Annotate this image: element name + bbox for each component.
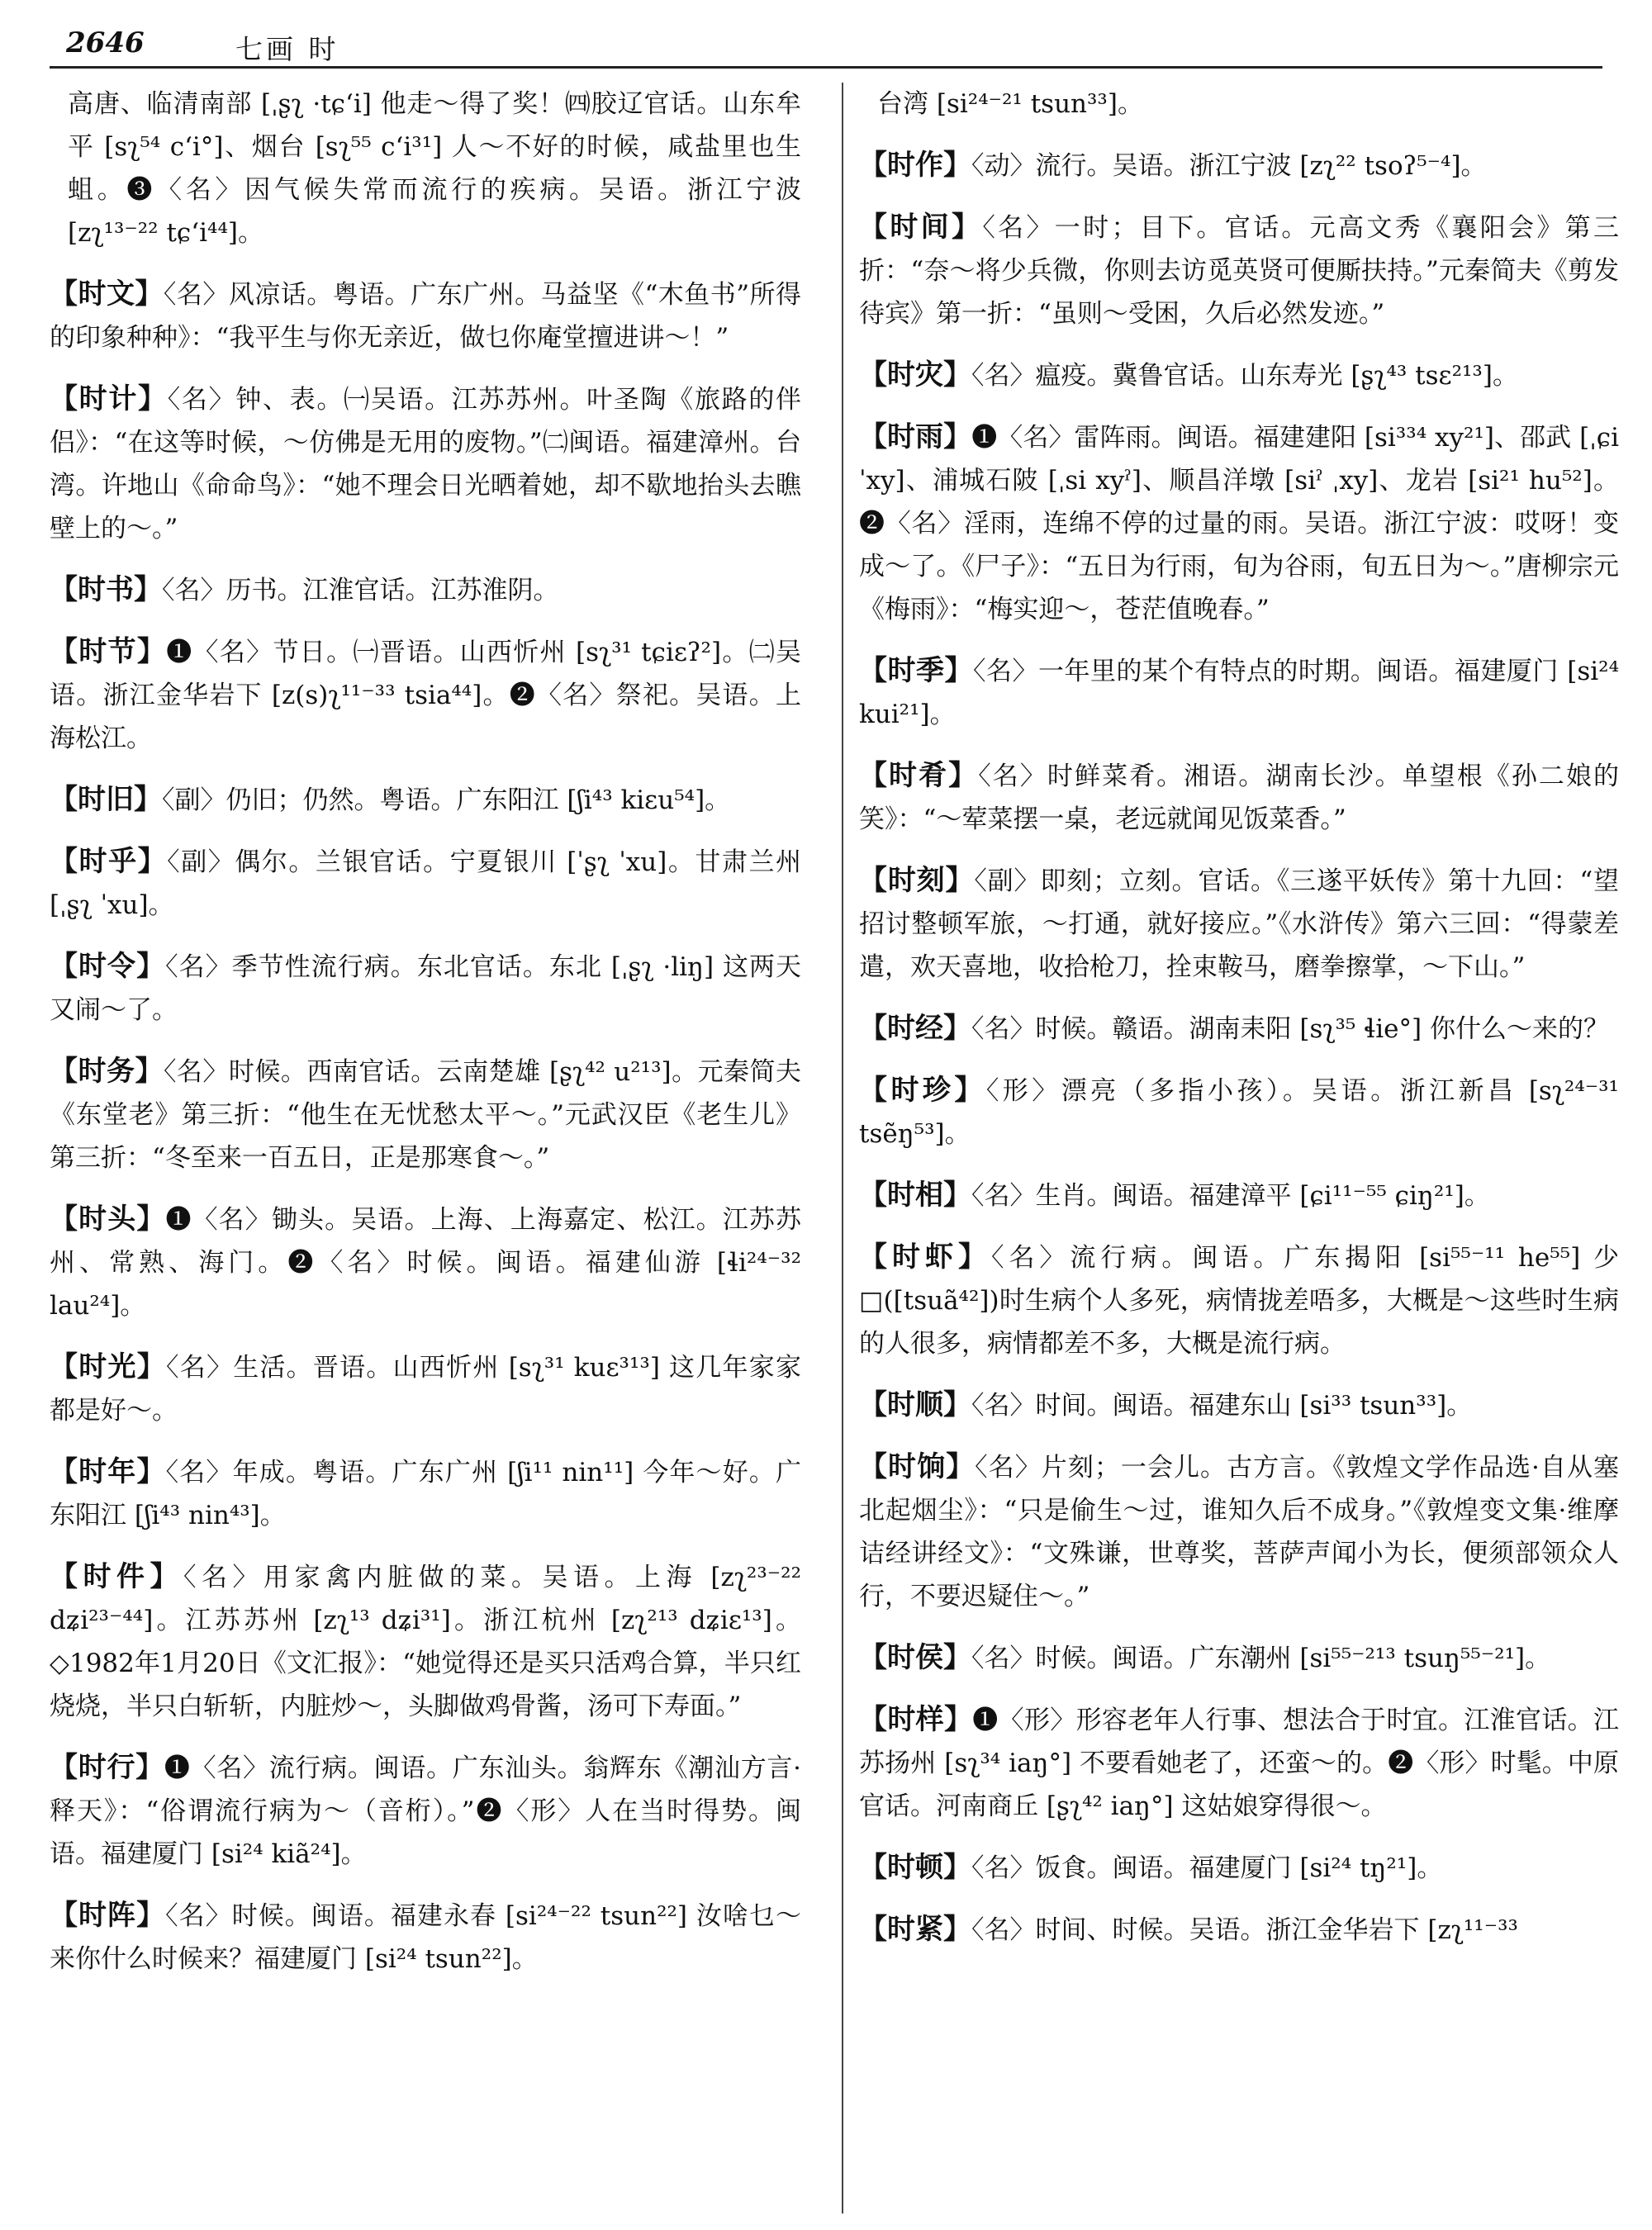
dictionary-entry bbox=[50, 1555, 801, 1728]
dictionary-entry bbox=[50, 630, 801, 760]
entry-headword: 【时旧】 bbox=[50, 783, 162, 816]
dictionary-entry bbox=[859, 649, 1619, 736]
left-column bbox=[50, 83, 801, 2222]
entry-text: 〈名〉生肖。闽语。福建漳平 [ɕi¹¹⁻⁵⁵ ɕiŋ²¹]。 bbox=[971, 1181, 1490, 1211]
page-header bbox=[50, 25, 1602, 64]
entry-text: 〈名〉时间、时候。吴语。浙江金华岩下 [zʅ¹¹⁻³³ bbox=[971, 1915, 1518, 1945]
entry-text: 〈名〉季节性流行病。东北官话。东北 [ˌʂʅ ·liŋ] 这两天又闹～了。 bbox=[50, 952, 801, 1025]
entry-headword: 【时书】 bbox=[50, 573, 162, 606]
dictionary-entry bbox=[50, 778, 801, 822]
header-rule bbox=[50, 66, 1602, 69]
right-column bbox=[859, 83, 1619, 2222]
entry-headword: 【时相】 bbox=[859, 1179, 971, 1212]
entry-text: 〈副〉仍旧；仍然。粤语。广东阳江 [ʃi⁴³ kiɛu⁵⁴]。 bbox=[162, 785, 731, 815]
entry-headword: 【时侯】 bbox=[859, 1641, 971, 1674]
entry-headword: 【时虾】 bbox=[859, 1241, 991, 1274]
entry-headword: 【时经】 bbox=[859, 1012, 971, 1045]
dictionary-entry bbox=[50, 1050, 801, 1179]
dictionary-entry bbox=[859, 1846, 1619, 1890]
entry-text: 〈副〉偶尔。兰银官话。宁夏银川 [ˈʂʅ ˈxu]。甘肃兰州 [ˌʂʅ ˈxu]。 bbox=[50, 847, 801, 920]
dictionary-entry bbox=[859, 1007, 1619, 1051]
entry-headword: 【时样】 bbox=[859, 1703, 973, 1736]
dictionary-entry bbox=[859, 1445, 1619, 1618]
entry-text: 〈名〉一时；目下。官话。元高文秀《襄阳会》第三折：“奈～将少兵微，你则去访觅英贤可便厮扶持。”元秦简夫《剪发待宾》第一折：“虽则～受困，久后必然发迹。” bbox=[859, 213, 1619, 329]
entry-headword: 【时紧】 bbox=[859, 1913, 971, 1946]
entry-text: ❶〈名〉雷阵雨。闽语。福建建阳 [si³³⁴ xy²¹]、邵武 [ˌɕi ˈxy]、浦城石陂 [ˌsi xyˀ]、顺昌洋墩 [siˀ ˌxy]、龙岩 [si²¹ hu⁵²]。❷〈名〉淫雨，连绵不停的过量的雨。吴语。浙江宁波：哎呀！变成～了。《尸子》：“五日为行雨，旬为谷雨，旬五日为～。”唐柳宗元《梅雨》：“梅实迎～，苍茫值晚春。” bbox=[859, 423, 1619, 624]
entry-headword: 【时头】 bbox=[50, 1203, 166, 1236]
entry-headword: 【时季】 bbox=[859, 654, 973, 687]
entry-text: 〈名〉钟、表。㈠吴语。江苏苏州。叶圣陶《旅路的伴侣》：“在这等时候，～仿佛是无用的废物。”㈡闽语。福建漳州。台湾。许地山《命命鸟》：“她不理会日光晒着她，却不歇地抬头去瞧壁上的～。” bbox=[50, 385, 801, 543]
entry-text: 〈名〉时鲜菜肴。湘语。湖南长沙。单望根《孙二娘的笑》：“～荤菜摆一桌，老远就闻见饭菜香。” bbox=[859, 762, 1619, 834]
entry-text: ❶〈名〉流行病。闽语。广东汕头。翁辉东《潮汕方言·释天》：“俗谓流行病为～（音桁）。”❷〈形〉人在当时得势。闽语。福建厦门 [si²⁴ kiã²⁴]。 bbox=[50, 1753, 801, 1869]
entry-text: 〈名〉时候。闽语。福建永春 [si²⁴⁻²² tsun²²] 汝啥乜～来你什么时候来？福建厦门 [si²⁴ tsun²²]。 bbox=[50, 1901, 801, 1974]
entry-text: ❶〈名〉节日。㈠晋语。山西忻州 [sʅ³¹ tɕiɛʔ²]。㈡吴语。浙江金华岩下 [z(s)ʅ¹¹⁻³³ tsia⁴⁴]。❷〈名〉祭祀。吴语。上海松江。 bbox=[50, 638, 801, 753]
dictionary-entry bbox=[859, 1383, 1619, 1427]
entry-text: 〈名〉时候。闽语。广东潮州 [si⁵⁵⁻²¹³ tsuŋ⁵⁵⁻²¹]。 bbox=[971, 1644, 1551, 1673]
entry-text: 〈名〉一年里的某个有特点的时期。闽语。福建厦门 [si²⁴ kui²¹]。 bbox=[859, 657, 1619, 729]
entry-headword: 【时顿】 bbox=[859, 1851, 971, 1884]
dictionary-entry bbox=[859, 1236, 1619, 1365]
entry-text: 〈名〉时候。西南官话。云南楚雄 [ʂʅ⁴² u²¹³]。元秦简夫《东堂老》第三折：“他生在无忧愁太平～。”元武汉臣《老生儿》第三折：“冬至来一百五日，正是那寒食～。” bbox=[50, 1057, 801, 1173]
entry-text: 〈名〉生活。晋语。山西忻州 [sʅ³¹ kuɛ³¹³] 这几年家家都是好～。 bbox=[50, 1353, 801, 1426]
entry-headword: 【时光】 bbox=[50, 1350, 166, 1383]
dictionary-entry bbox=[50, 377, 801, 550]
entry-headword: 【时顺】 bbox=[859, 1388, 971, 1421]
entry-headword: 【时令】 bbox=[50, 950, 166, 983]
entry-text: 〈名〉瘟疫。冀鲁官话。山东寿光 [ʂʅ⁴³ tsɛ²¹³]。 bbox=[971, 361, 1518, 391]
column-divider bbox=[842, 83, 843, 2213]
entry-text: 〈副〉即刻；立刻。官话。《三遂平妖传》第十九回：“望招讨整顿军旅，～打通，就好接应。”《水浒传》第六三回：“得蒙差遣，欢天喜地，收拾枪刀，拴束鞍马，磨拳擦掌，～下山。” bbox=[859, 866, 1619, 982]
entry-text: 〈名〉历书。江淮官话。江苏淮阴。 bbox=[162, 576, 559, 605]
entry-headword: 【时间】 bbox=[859, 211, 983, 244]
dictionary-entry bbox=[50, 273, 801, 359]
dictionary-entry bbox=[859, 353, 1619, 397]
entry-text: 台湾 [si²⁴⁻²¹ tsun³³]。 bbox=[877, 89, 1143, 119]
entry-text: 〈名〉饭食。闽语。福建厦门 [si²⁴ tŋ²¹]。 bbox=[971, 1853, 1443, 1883]
entry-text: 〈名〉片刻；一会儿。古方言。《敦煌文学作品选·自从塞北起烟尘》：“只是偷生～过，谁知久后不成身。”《敦煌变文集·维摩诘经讲经文》：“文殊谦，世尊奖，菩萨声闻小为长，便须部领众人行，不要迟疑住～。” bbox=[859, 1453, 1619, 1611]
entry-headword: 【时雨】 bbox=[859, 420, 972, 453]
page-number: 2646 bbox=[66, 26, 145, 59]
dictionary-entry bbox=[50, 1894, 801, 1981]
entry-text: 〈名〉风凉话。粤语。广东广州。马益坚《“木鱼书”所得的印象种种》：“我平生与你无亲近，做乜你庵堂擅进讲～！” bbox=[50, 280, 801, 353]
dictionary-entry bbox=[50, 945, 801, 1032]
dictionary-entry bbox=[50, 1746, 801, 1876]
entry-text: ❶〈形〉形容老年人行事、想法合于时宜。江淮官话。江苏扬州 [sʅ³⁴ iaŋ°] 不要看她老了，还蛮～的。❷〈形〉时髦。中原官话。河南商丘 [ʂʅ⁴² iaŋ°] 这姑娘穿得很～。 bbox=[859, 1706, 1619, 1821]
entry-headword: 【时阵】 bbox=[50, 1899, 166, 1932]
entry-text: 〈名〉时候。赣语。湖南耒阳 [sʅ³⁵ ɬie°] 你什么～来的？ bbox=[971, 1014, 1609, 1044]
dictionary-entry bbox=[859, 144, 1619, 187]
entry-headword: 【时文】 bbox=[50, 278, 164, 311]
entry-headword: 【时行】 bbox=[50, 1751, 164, 1784]
dictionary-entry bbox=[859, 415, 1619, 631]
entry-headword: 【时刻】 bbox=[859, 864, 975, 897]
dictionary-entry bbox=[859, 754, 1619, 841]
entry-text: 〈形〉漂亮（多指小孩）。吴语。浙江新昌 [sʅ²⁴⁻³¹ tsẽŋ⁵³]。 bbox=[859, 1076, 1619, 1149]
entry-headword: 【时作】 bbox=[859, 149, 971, 182]
dictionary-entry bbox=[50, 83, 801, 254]
entry-headword: 【时乎】 bbox=[50, 845, 168, 878]
entry-headword: 【时节】 bbox=[50, 635, 167, 668]
dictionary-entry bbox=[859, 206, 1619, 335]
dictionary-entry bbox=[859, 1698, 1619, 1828]
dictionary-entry bbox=[50, 840, 801, 927]
entry-text: 〈名〉时间。闽语。福建东山 [si³³ tsun³³]。 bbox=[971, 1391, 1473, 1421]
dictionary-entry bbox=[859, 859, 1619, 989]
entry-headword: 【时灾】 bbox=[859, 358, 971, 391]
dictionary-entry bbox=[859, 1069, 1619, 1155]
entry-text: 〈名〉年成。粤语。广东广州 [ʃi¹¹ nin¹¹] 今年～好。广东阳江 [ʃi⁴³ nin⁴³]。 bbox=[50, 1458, 801, 1530]
entry-text: 高唐、临清南部 [ˌʂʅ ·tɕʻi] 他走～得了奖！㈣胶辽官话。山东牟平 [sʅ⁵⁴ cʻi°]、烟台 [sʅ⁵⁵ cʻi³¹] 人～不好的时候，咸盐里也生蛆。❸〈名〉因气候失常而流行的疾病。吴语。浙江宁波 [zʅ¹³⁻²² tɕʻi⁴⁴]。 bbox=[68, 89, 801, 248]
entry-headword: 【时饷】 bbox=[859, 1450, 976, 1483]
entry-text: ❶〈名〉锄头。吴语。上海、上海嘉定、松江。江苏苏州、常熟、海门。❷〈名〉时候。闽语。福建仙游 [ɬi²⁴⁻³² lau²⁴]。 bbox=[50, 1205, 801, 1321]
dictionary-entry bbox=[859, 1636, 1619, 1680]
dictionary-entry bbox=[50, 568, 801, 612]
entry-headword: 【时务】 bbox=[50, 1055, 164, 1088]
section-title: 七画 时 bbox=[235, 33, 339, 65]
dictionary-entry bbox=[50, 1345, 801, 1432]
entry-headword: 【时件】 bbox=[50, 1560, 184, 1593]
dictionary-entry bbox=[50, 1450, 801, 1537]
dictionary-entry bbox=[50, 1198, 801, 1327]
entry-text: 〈名〉流行病。闽语。广东揭阳 [si⁵⁵⁻¹¹ he⁵⁵] 少□([tsuã⁴²])时生病个人多死，病情拢差唔多，大概是～这些时生病的人很多，病情都差不多，大概是流行病。 bbox=[859, 1243, 1619, 1359]
dictionary-entry bbox=[859, 83, 1619, 126]
entry-headword: 【时年】 bbox=[50, 1455, 166, 1488]
dictionary-entry bbox=[859, 1908, 1619, 1952]
entry-headword: 【时珍】 bbox=[859, 1074, 986, 1107]
entry-headword: 【时计】 bbox=[50, 382, 168, 415]
entry-text: 〈动〉流行。吴语。浙江宁波 [zʅ²² tsoʔ⁵⁻⁴]。 bbox=[971, 151, 1487, 181]
entry-text: 〈名〉用家禽内脏做的菜。吴语。上海 [zʅ²³⁻²² dʑi²³⁻⁴⁴]。江苏苏州 [zʅ¹³ dʑi³¹]。浙江杭州 [zʅ²¹³ dʑiɛ¹³]。◇1982年1月20日《文汇报》：“她觉得还是买只活鸡合算，半只红烧烧，半只白斩斩，内脏炒～，头脚做鸡骨酱，汤可下寿面。” bbox=[50, 1563, 801, 1721]
entry-headword: 【时肴】 bbox=[859, 759, 979, 792]
dictionary-entry bbox=[859, 1174, 1619, 1217]
